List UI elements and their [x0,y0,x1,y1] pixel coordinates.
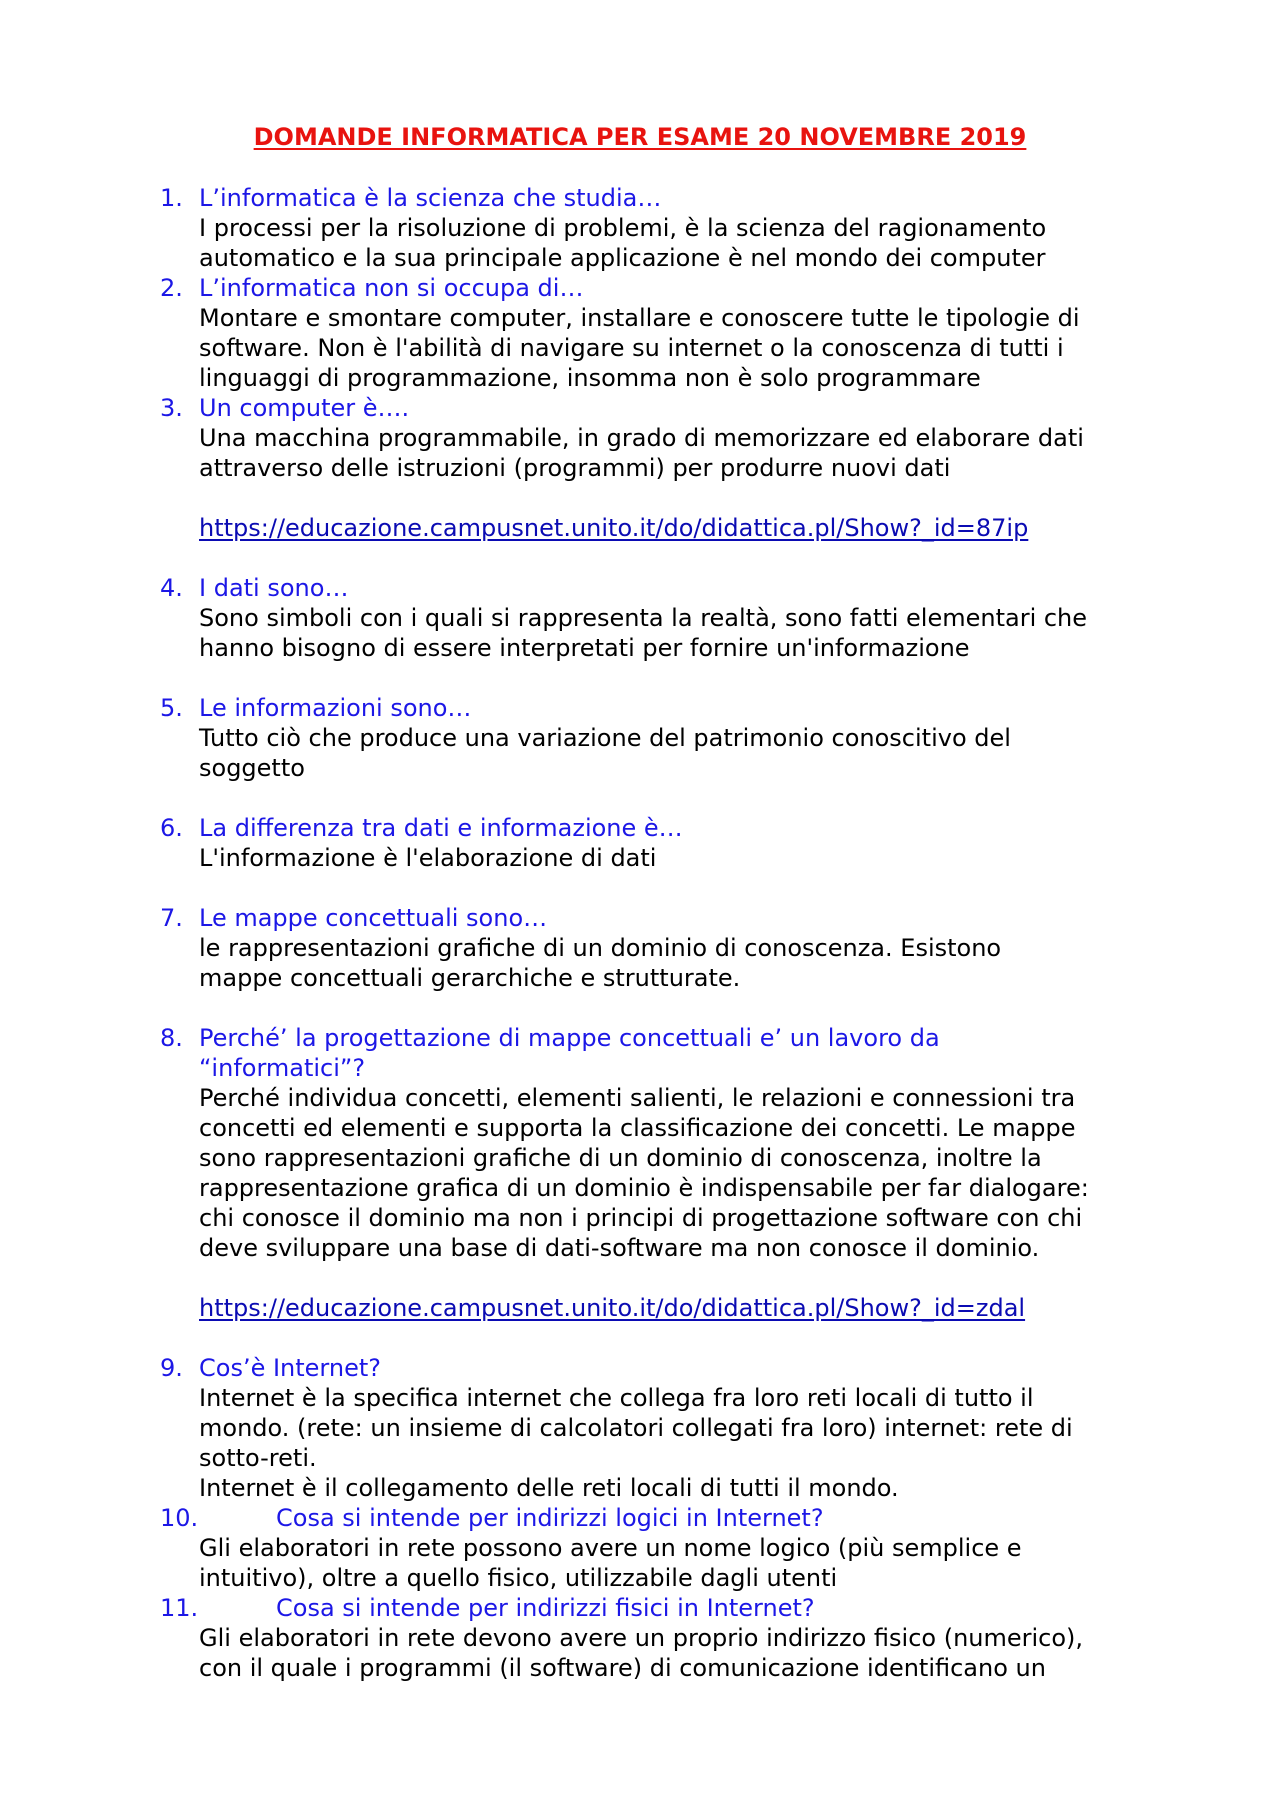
list-item [0,393,1280,573]
answer-text: chi conosce il dominio ma non i principi di progettazione software con chi [199,1204,1083,1232]
answer-text: hanno bisogno di essere interpretati per fornire un'informazione [199,634,970,662]
list-item [0,813,1280,903]
list-item [0,903,1280,1023]
question-text: L’informatica non si occupa di… [199,274,584,302]
answer-text: le rappresentazioni grafiche di un dominio di conoscenza. Esistono [199,934,1002,962]
question-text: L’informatica è la scienza che studia… [199,184,662,212]
list-item [0,1353,1280,1503]
item-number: 5. [160,694,183,722]
question-list [0,183,1280,1683]
answer-text: attraverso delle istruzioni (programmi) per produrre nuovi dati [199,454,951,482]
list-item [0,1503,1280,1593]
answer-text: Gli elaboratori in rete possono avere un nome logico (più semplice e [199,1534,1022,1562]
answer-text: deve sviluppare una base di dati-software ma non conosce il dominio. [199,1234,1040,1262]
question-text: Un computer è…. [199,394,410,422]
answer-text: concetti ed elementi e supporta la classificazione dei concetti. Le mappe [199,1114,1076,1142]
list-item [0,183,1280,273]
list-item [0,273,1280,393]
list-item [0,1593,1280,1683]
list-item [0,693,1280,813]
answer-text: software. Non è l'abilità di navigare su internet o la conoscenza di tutti i [199,334,1064,362]
item-number: 10. [160,1504,199,1532]
answer-text: I processi per la risoluzione di problemi, è la scienza del ragionamento [199,214,1047,242]
question-text: Cosa si intende per indirizzi logici in Internet? [276,1504,824,1532]
answer-text: Internet è la specifica internet che collega fra loro reti locali di tutto il [199,1384,1034,1412]
item-number: 6. [160,814,183,842]
item-number: 4. [160,574,183,602]
reference-link[interactable]: https://educazione.campusnet.unito.it/do/didattica.pl/Show?_id=zdal [199,1294,1026,1322]
item-number: 3. [160,394,183,422]
answer-text: linguaggi di programmazione, insomma non è solo programmare [199,364,981,392]
answer-text: rappresentazione grafica di un dominio è indispensabile per far dialogare: [199,1174,1089,1202]
question-text: Perché’ la progettazione di mappe concettuali e’ un lavoro da [199,1024,940,1052]
item-number: 2. [160,274,183,302]
answer-text: Perché individua concetti, elementi salienti, le relazioni e connessioni tra [199,1084,1076,1112]
answer-text: soggetto [199,754,305,782]
answer-text: Gli elaboratori in rete devono avere un proprio indirizzo fisico (numerico), [199,1624,1084,1652]
answer-text: sono rappresentazioni grafiche di un dominio di conoscenza, inoltre la [199,1144,1042,1172]
item-number: 7. [160,904,183,932]
item-number: 8. [160,1024,183,1052]
answer-text: Internet è il collegamento delle reti locali di tutti il mondo. [199,1474,899,1502]
question-text: Le mappe concettuali sono… [199,904,548,932]
question-text: “informatici”? [199,1054,366,1082]
question-text: La differenza tra dati e informazione è… [199,814,683,842]
list-item [0,573,1280,693]
question-text: Le informazioni sono… [199,694,472,722]
answer-text: mappe concettuali gerarchiche e strutturate. [199,964,741,992]
answer-text: intuitivo), oltre a quello fisico, utilizzabile dagli utenti [199,1564,838,1592]
question-text: Cos’è Internet? [199,1354,382,1382]
list-item [0,1023,1280,1353]
answer-text: Una macchina programmabile, in grado di memorizzare ed elaborare dati [199,424,1084,452]
answer-text: Sono simboli con i quali si rappresenta la realtà, sono fatti elementari che [199,604,1088,632]
item-number: 1. [160,184,183,212]
answer-text: mondo. (rete: un insieme di calcolatori collegati fra loro) internet: rete di [199,1414,1073,1442]
reference-link[interactable]: https://educazione.campusnet.unito.it/do/didattica.pl/Show?_id=87ip [199,514,1029,542]
question-text: I dati sono… [199,574,349,602]
item-number: 11. [160,1594,199,1622]
answer-text: Tutto ciò che produce una variazione del patrimonio conoscitivo del [199,724,1011,752]
question-text: Cosa si intende per indirizzi fisici in Internet? [276,1594,815,1622]
answer-text: L'informazione è l'elaborazione di dati [199,844,657,872]
answer-text: Montare e smontare computer, installare e conoscere tutte le tipologie di [199,304,1080,332]
answer-text: automatico e la sua principale applicazione è nel mondo dei computer [199,244,1046,272]
item-number: 9. [160,1354,183,1382]
page-title: DOMANDE INFORMATICA PER ESAME 20 NOVEMBRE 2019 [253,123,1027,151]
answer-text: sotto-reti. [199,1444,317,1472]
answer-text: con il quale i programmi (il software) di comunicazione identificano un [199,1654,1046,1682]
